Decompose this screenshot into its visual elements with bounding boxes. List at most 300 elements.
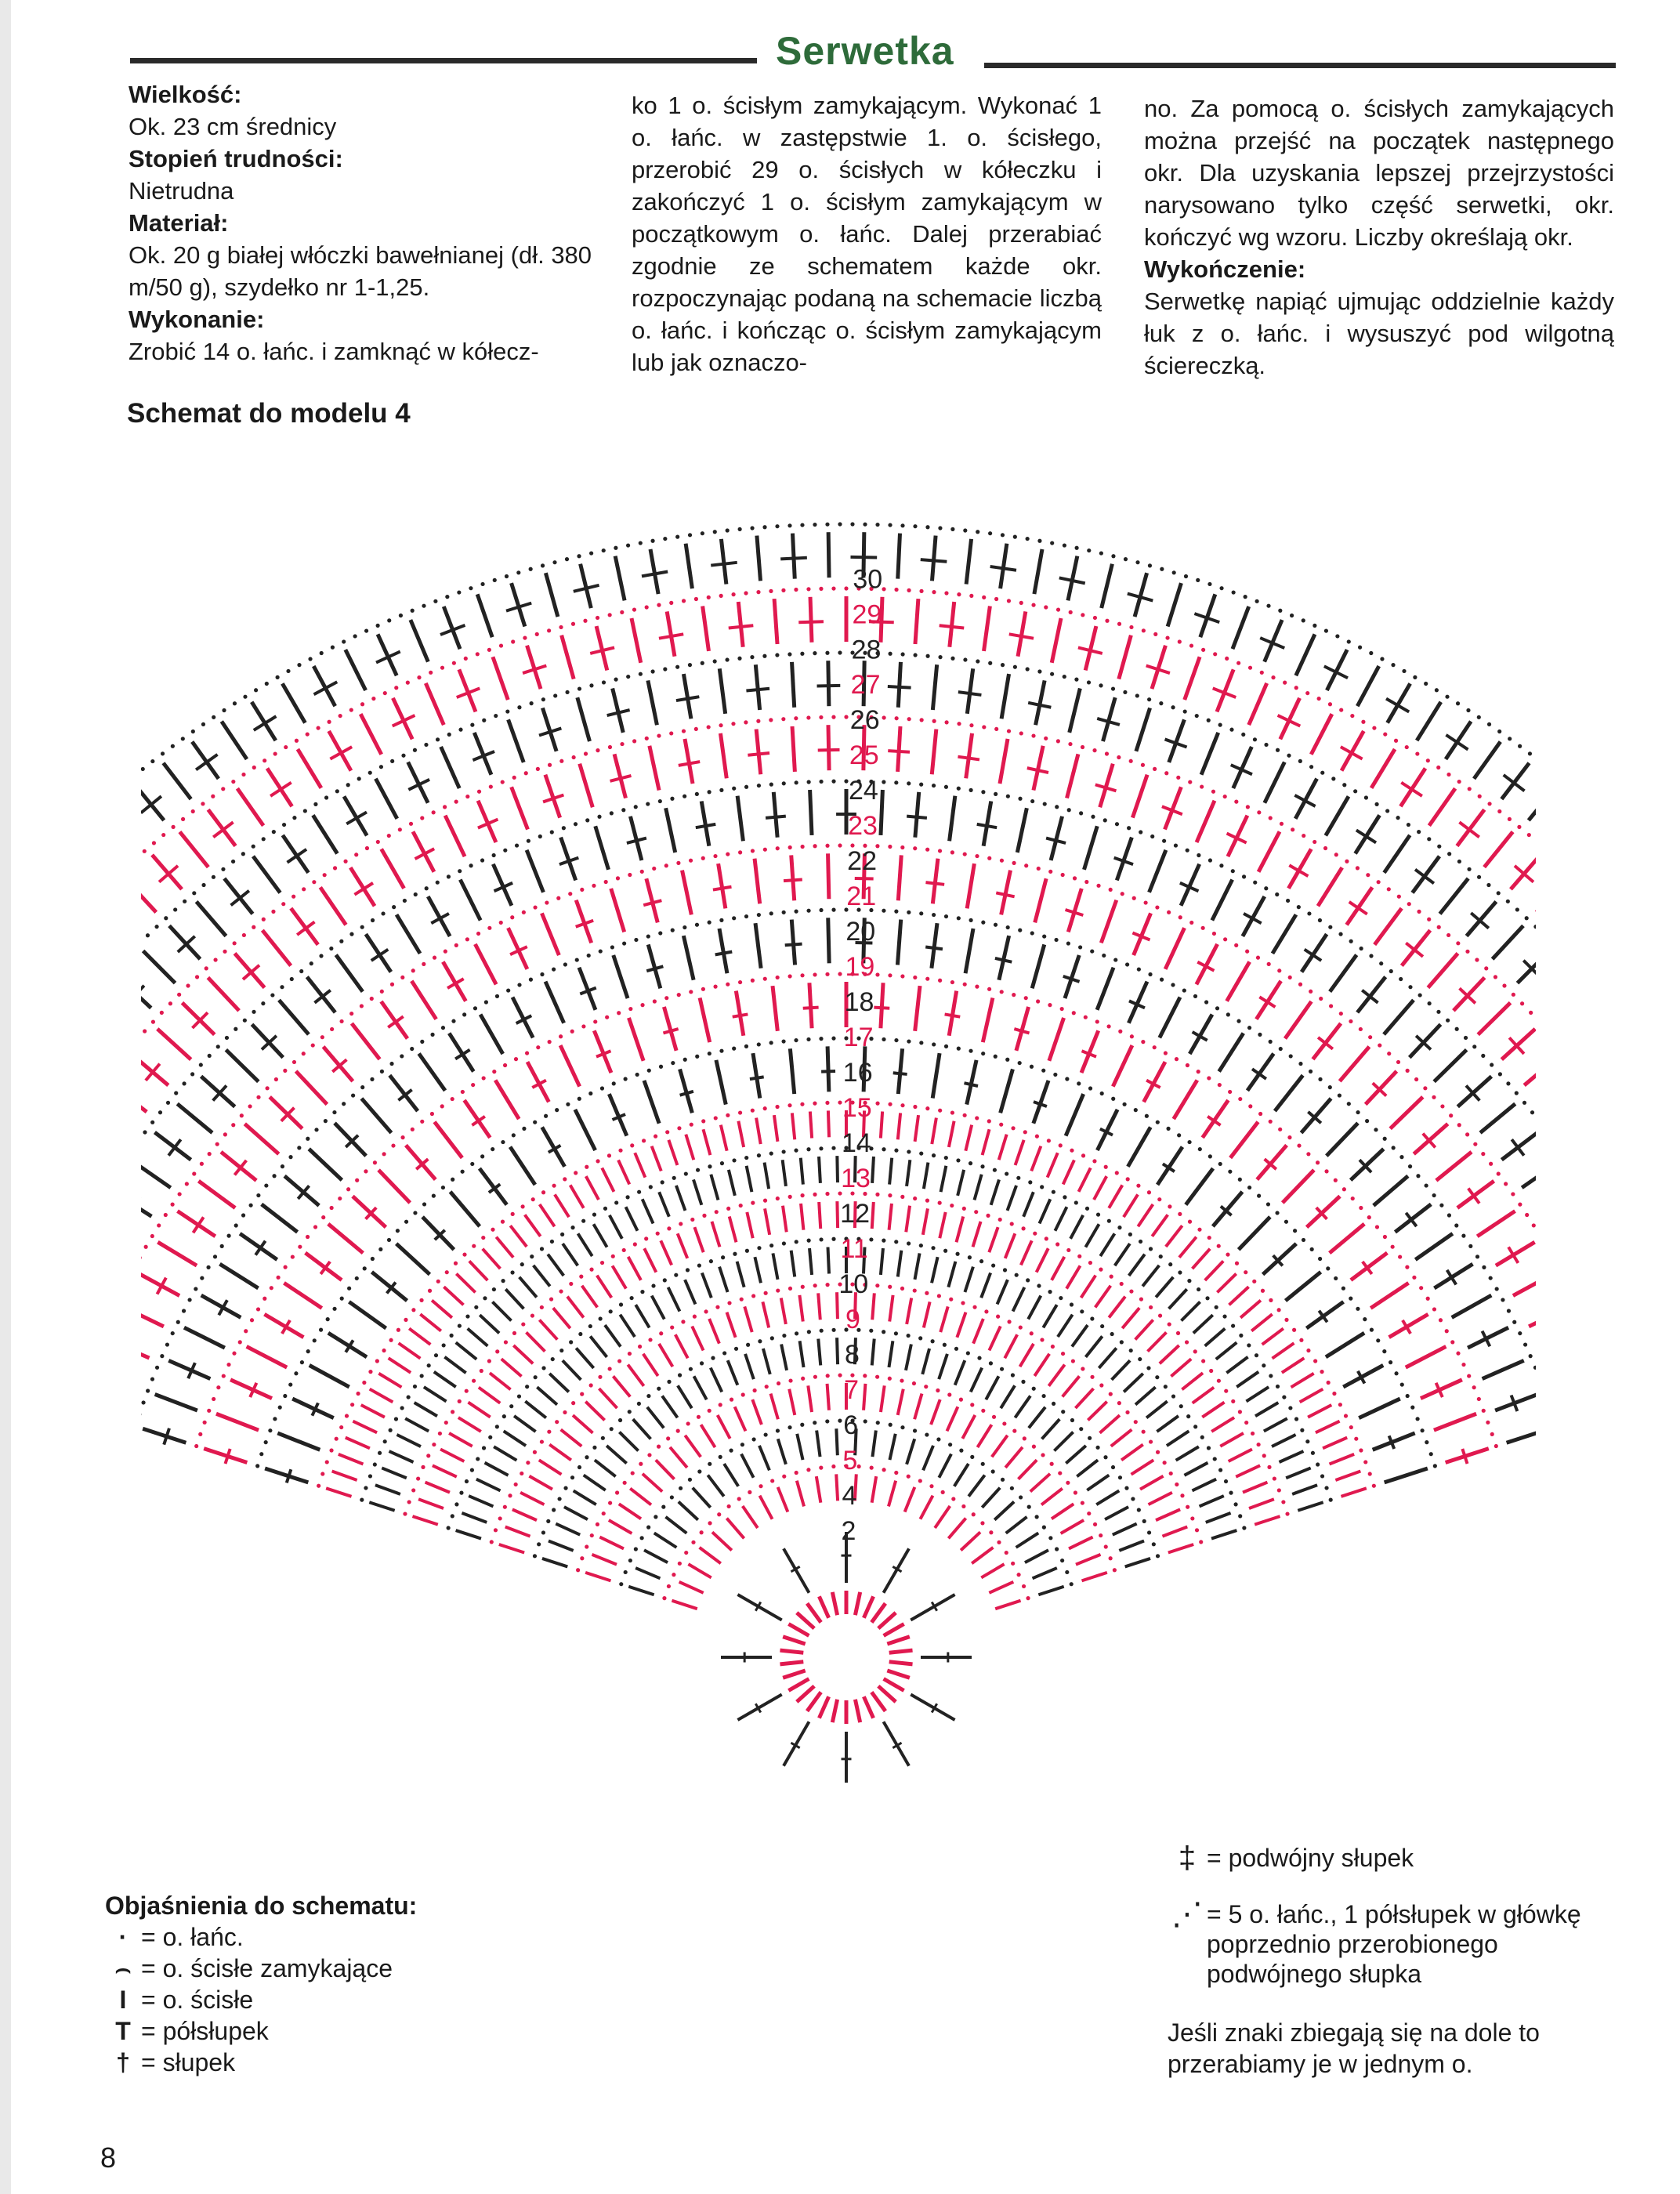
round-stitch (1069, 1537, 1093, 1549)
round-number-label: 28 (851, 635, 882, 665)
chain-dot (1032, 1445, 1036, 1449)
chain-dot (1074, 1200, 1078, 1204)
round-stitch (1100, 1233, 1114, 1256)
chain-dot (1148, 563, 1152, 567)
chain-dot (751, 1109, 755, 1113)
chain-dot (442, 1343, 446, 1347)
chain-dot (1532, 1223, 1536, 1227)
round-stitch (1185, 657, 1200, 700)
chain-dot (831, 1146, 835, 1150)
chain-dot (1375, 1225, 1379, 1229)
round-stitch (1370, 1283, 1408, 1308)
chain-dot (433, 599, 437, 603)
ring-stitch (855, 1592, 860, 1615)
round-stitch (529, 1476, 552, 1490)
chain-dot (618, 1149, 622, 1153)
round-stitch (923, 1208, 928, 1234)
chain-dot (394, 686, 398, 690)
chain-dot (875, 1375, 879, 1379)
round-stitch (525, 1401, 546, 1417)
chain-dot (1255, 1353, 1258, 1357)
chain-dot (924, 1385, 928, 1388)
chain-dot (753, 1388, 757, 1392)
round-stitch (889, 1204, 892, 1230)
chain-dot (664, 863, 668, 867)
chain-dot (420, 1374, 424, 1378)
chain-dot (725, 657, 729, 661)
chain-dot (788, 845, 792, 849)
chain-dot (1088, 1086, 1092, 1090)
round-stitch (932, 1053, 940, 1098)
chain-dot (1129, 759, 1133, 763)
round-stitch (789, 1389, 795, 1415)
chain-dot (201, 883, 205, 887)
chain-dot (201, 722, 205, 726)
chain-dot (1087, 680, 1091, 684)
stitch-bar (733, 1014, 748, 1016)
chain-dot (1292, 1328, 1296, 1332)
chain-dot (1150, 835, 1154, 838)
chain-dot (1231, 1399, 1235, 1403)
round-stitch (1105, 1507, 1128, 1519)
round-stitch (352, 1023, 380, 1059)
chain-dot (306, 1235, 310, 1239)
chain-dot (1168, 1322, 1171, 1326)
chain-dot (1320, 1370, 1323, 1374)
round-stitch (298, 749, 321, 788)
chain-dot (776, 976, 780, 979)
stitch-bar (925, 947, 943, 950)
round-stitch (836, 1474, 838, 1501)
chain-dot (548, 1040, 552, 1044)
chain-dot (340, 1297, 344, 1301)
chain-dot (781, 717, 785, 721)
round-number-label: 8 (845, 1340, 860, 1370)
ring-stitch (783, 1671, 806, 1678)
chain-dot (1078, 945, 1082, 949)
round-stitch (309, 1149, 342, 1180)
round-stitch (1255, 1516, 1280, 1525)
chain-dot (581, 1024, 585, 1028)
chain-dot (1473, 1142, 1477, 1146)
chain-dot (1174, 843, 1178, 847)
chain-dot (1512, 1320, 1516, 1324)
chain-dot (320, 651, 324, 655)
chain-dot (825, 1283, 829, 1287)
chain-dot (1297, 1143, 1301, 1147)
chain-dot (470, 1468, 474, 1472)
round-stitch (1326, 796, 1349, 835)
chain-dot (657, 733, 661, 737)
round-stitch (1001, 544, 1007, 588)
chain-dot (844, 715, 848, 719)
chain-dot (1134, 1420, 1138, 1424)
round-stitch (527, 850, 543, 892)
round-stitch (1233, 606, 1249, 649)
round-stitch (1055, 1207, 1066, 1231)
chain-dot (938, 655, 942, 659)
chain-dot (373, 1462, 377, 1466)
chain-dot (813, 1193, 816, 1197)
round-stitch (897, 920, 900, 965)
round-stitch (1264, 1418, 1287, 1431)
chain-dot (1417, 910, 1421, 914)
round-stitch (791, 920, 795, 965)
chain-dot (1269, 1374, 1273, 1378)
round-stitch (477, 594, 492, 637)
round-stitch (460, 880, 480, 921)
chain-dot (264, 1440, 268, 1444)
round-stitch (947, 1407, 958, 1431)
chain-dot (819, 1466, 823, 1470)
round-stitch (1341, 1488, 1367, 1497)
round-stitch (989, 1582, 1013, 1593)
chain-dot (1356, 1307, 1360, 1311)
round-stitch (986, 1376, 998, 1399)
stitch-bar (314, 682, 338, 694)
round-stitch (1402, 930, 1430, 965)
chain-dot (820, 1329, 824, 1333)
ring-stitch (832, 1700, 837, 1722)
chain-dot (1187, 1140, 1191, 1144)
chain-dot (360, 702, 364, 706)
round-stitch (1043, 1305, 1056, 1327)
round-stitch (915, 986, 920, 1031)
round-stitch (542, 1128, 565, 1167)
chain-dot (1010, 1222, 1014, 1226)
chain-dot (404, 1318, 407, 1322)
round-stitch (932, 730, 936, 775)
chain-dot (683, 1058, 687, 1062)
chain-dot (261, 1001, 265, 1005)
chain-dot (649, 1185, 653, 1189)
round-stitch (1283, 1170, 1314, 1203)
round-stitch (575, 1110, 596, 1150)
round-stitch (778, 1439, 786, 1464)
chain-dot (492, 853, 496, 857)
chain-dot (737, 1497, 741, 1501)
chain-dot (383, 1439, 387, 1443)
chain-dot (1246, 805, 1250, 809)
round-stitch (685, 739, 693, 784)
round-stitch (905, 1487, 915, 1512)
round-stitch (801, 1204, 803, 1230)
round-stitch (670, 1447, 687, 1468)
round-stitch (774, 1115, 777, 1142)
chain-dot (291, 1254, 295, 1258)
chain-dot (552, 1508, 556, 1512)
difficulty-value: Nietrudna (129, 177, 234, 205)
round-stitch (1129, 1254, 1145, 1276)
chain-dot (664, 996, 668, 1000)
chain-dot (590, 1533, 594, 1537)
chain-dot (530, 1254, 534, 1258)
chain-dot (989, 1530, 993, 1534)
chain-dot (719, 788, 723, 792)
round-stitch (765, 1208, 769, 1234)
chain-dot (1358, 646, 1362, 650)
chain-dot (530, 1313, 534, 1317)
chain-dot (1065, 1570, 1069, 1574)
chain-dot (259, 1452, 263, 1456)
round-stitch (584, 1475, 606, 1490)
chain-dot (957, 916, 961, 920)
chain-dot (715, 1210, 719, 1214)
chain-dot (592, 1212, 596, 1216)
round-number-label: 9 (845, 1305, 860, 1335)
chain-dot (392, 905, 396, 909)
round-stitch (792, 1113, 795, 1139)
chain-dot (536, 767, 540, 771)
round-stitch (1192, 1479, 1216, 1491)
chain-dot (1415, 751, 1419, 755)
chain-dot (506, 988, 510, 992)
round-stitch (721, 1125, 727, 1151)
round-stitch (836, 1428, 837, 1455)
round-stitch (198, 1181, 235, 1207)
chain-dot (608, 613, 612, 617)
round-stitch (179, 832, 208, 867)
round-stitch (1182, 1373, 1203, 1389)
chain-dot (1189, 643, 1193, 647)
chain-dot (1103, 1455, 1107, 1459)
round-stitch (983, 1129, 990, 1155)
round-stitch (808, 1385, 812, 1412)
chain-dot (1464, 1036, 1468, 1040)
chain-dot (1109, 888, 1113, 892)
chain-dot (795, 910, 798, 914)
chain-dot (1063, 543, 1066, 547)
chain-dot (976, 530, 979, 534)
chain-dot (1167, 911, 1171, 914)
round-stitch (382, 1468, 406, 1478)
round-stitch (1034, 1354, 1049, 1376)
chain-dot (371, 1257, 375, 1261)
chain-dot (1148, 972, 1152, 976)
chain-dot (1175, 1057, 1179, 1061)
round-stitch (837, 1156, 838, 1182)
round-stitch (675, 1334, 688, 1358)
chain-dot (1092, 1159, 1096, 1163)
chain-dot (925, 1199, 929, 1203)
chain-dot (1467, 1374, 1471, 1378)
round-stitch (973, 1222, 981, 1247)
chain-dot (764, 1291, 768, 1295)
chain-dot (161, 751, 165, 755)
chain-dot (726, 1207, 730, 1211)
round-stitch (965, 1267, 973, 1292)
round-stitch (644, 1550, 668, 1562)
chain-dot (1175, 1483, 1179, 1486)
round-stitch (961, 1532, 980, 1550)
round-stitch (420, 1314, 440, 1331)
round-stitch (1079, 1168, 1091, 1191)
chain-dot (559, 1349, 563, 1352)
chain-dot (1291, 827, 1294, 831)
chain-dot (1053, 1073, 1057, 1077)
round-stitch (688, 1564, 711, 1577)
chain-dot (1186, 849, 1189, 853)
chain-dot (371, 918, 375, 922)
chain-dot (1446, 933, 1450, 937)
chain-dot (1012, 1429, 1016, 1433)
round-number-label: 17 (843, 1023, 874, 1053)
chain-dot (1135, 560, 1139, 564)
chain-dot (295, 739, 299, 743)
chain-dot (709, 1259, 713, 1263)
chain-dot (271, 910, 275, 914)
round-stitch (1249, 1499, 1274, 1508)
chain-dot (1385, 809, 1389, 813)
round-number-label: 6 (843, 1410, 859, 1441)
chain-dot (1193, 1349, 1197, 1353)
round-stitch (252, 702, 276, 740)
round-stitch (703, 1129, 710, 1155)
round-stitch (735, 1407, 746, 1431)
chain-dot (726, 852, 730, 856)
chain-dot (1266, 604, 1270, 608)
round-stitch (1306, 1302, 1343, 1328)
chain-dot (781, 588, 785, 592)
chain-dot (420, 1040, 424, 1044)
chain-dot (1107, 1219, 1111, 1223)
chain-dot (1244, 595, 1247, 599)
chain-dot (1378, 1043, 1381, 1047)
chain-dot (517, 1394, 521, 1398)
round-stitch (1048, 1153, 1058, 1177)
chain-dot (875, 1102, 879, 1106)
round-stitch (169, 925, 200, 959)
chain-dot (252, 845, 255, 849)
chain-dot (1406, 1069, 1410, 1073)
chain-dot (980, 1164, 984, 1168)
chain-dot (1457, 860, 1461, 863)
round-stitch (563, 1360, 581, 1380)
chain-dot (708, 1409, 711, 1413)
chain-dot (1508, 817, 1512, 821)
chain-dot (1446, 773, 1450, 777)
round-stitch (628, 1257, 641, 1280)
chain-dot (514, 1483, 518, 1486)
chain-dot (1144, 900, 1148, 904)
chain-dot (1361, 720, 1365, 724)
chain-dot (501, 780, 505, 784)
chain-dot (445, 1270, 449, 1274)
chain-dot (223, 950, 226, 954)
chain-dot (675, 535, 679, 539)
chain-dot (192, 1171, 196, 1175)
chain-dot (1169, 1472, 1173, 1475)
chain-dot (1302, 1238, 1305, 1242)
round-stitch (141, 1307, 164, 1327)
round-stitch (932, 536, 936, 581)
round-stitch (222, 722, 247, 759)
chain-dot (781, 1039, 785, 1043)
chain-dot (677, 993, 681, 997)
chain-dot (602, 548, 606, 552)
chain-dot (719, 723, 722, 727)
chain-dot (462, 1252, 466, 1256)
round-stitch (1031, 1146, 1041, 1171)
round-stitch (1263, 1244, 1297, 1274)
chain-dot (1495, 1287, 1499, 1291)
chain-dot (618, 1418, 622, 1422)
chain-dot (988, 531, 992, 535)
chain-dot (1530, 1110, 1534, 1114)
chain-dot (900, 1195, 904, 1199)
chain-dot (719, 1049, 723, 1053)
ring-stitch (887, 1637, 910, 1644)
round-stitch (339, 1454, 364, 1464)
chain-dot (192, 891, 196, 895)
chain-dot (1197, 1070, 1200, 1073)
chain-dot (1156, 1121, 1160, 1124)
chain-dot (646, 1394, 650, 1398)
chain-dot (647, 1453, 651, 1457)
round-stitch (818, 1339, 820, 1366)
chain-dot (675, 665, 679, 669)
chain-dot (225, 1036, 229, 1040)
round-stitch (1302, 934, 1327, 972)
chain-dot (825, 844, 829, 848)
chain-dot (476, 932, 480, 936)
chain-dot (1487, 722, 1491, 726)
chain-dot (481, 1236, 485, 1240)
round-stitch (969, 1475, 985, 1497)
chain-dot (727, 1504, 731, 1508)
chain-dot (355, 1178, 359, 1182)
chain-dot (913, 524, 917, 528)
chain-dot (1088, 1436, 1092, 1440)
chain-dot (711, 1356, 715, 1360)
chain-dot (614, 1200, 618, 1204)
round-stitch (1017, 808, 1026, 853)
round-stitch (1273, 914, 1296, 954)
chain-dot (1018, 929, 1022, 932)
round-stitch (1384, 835, 1410, 873)
chain-dot (1016, 1176, 1020, 1180)
chain-dot (1277, 968, 1281, 972)
round-stitch (1113, 1524, 1137, 1535)
round-number-label: 19 (845, 952, 875, 983)
chain-dot (501, 1220, 505, 1224)
chain-dot (1533, 1366, 1536, 1370)
chain-dot (966, 1351, 970, 1355)
chain-dot (160, 1354, 164, 1358)
chain-dot (363, 1266, 367, 1270)
chain-dot (611, 1254, 615, 1258)
chain-dot (1328, 702, 1332, 706)
chain-dot (1180, 1493, 1184, 1497)
chain-dot (888, 845, 892, 849)
chain-dot (925, 1432, 929, 1436)
ring-stitch (780, 1662, 803, 1664)
chain-dot (563, 962, 567, 966)
chain-dot (252, 1010, 255, 1014)
difficulty-label: Stopień trudności: (129, 145, 343, 172)
round-stitch (1318, 867, 1342, 906)
chain-dot (364, 1169, 368, 1173)
chain-dot (1239, 1334, 1243, 1338)
round-stitch (370, 1389, 393, 1403)
round-stitch (425, 1483, 450, 1493)
round-stitch (668, 1287, 680, 1312)
round-stitch (678, 1233, 688, 1258)
round-stitch (662, 1396, 678, 1417)
chain-dot (1104, 1165, 1108, 1169)
round-stitch (644, 1248, 656, 1272)
chain-dot (589, 683, 593, 687)
